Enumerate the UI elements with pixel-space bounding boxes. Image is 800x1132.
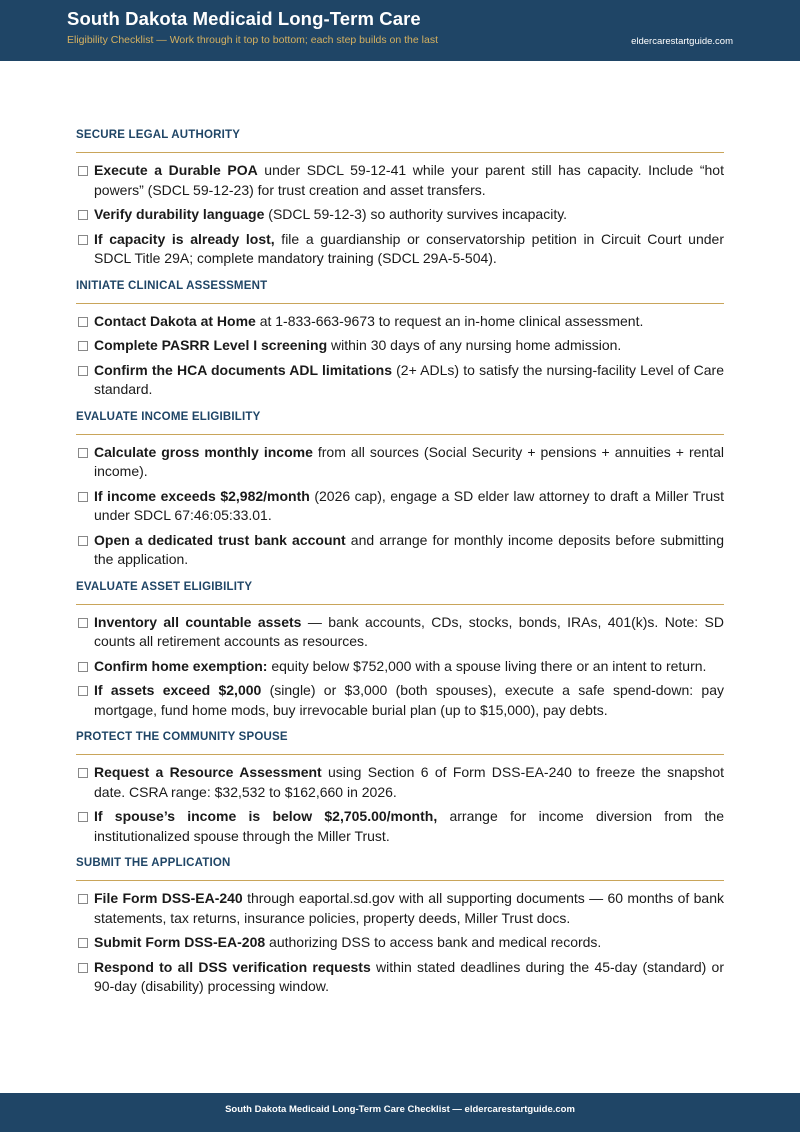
item-text: equity below $752,000 with a spouse living there or an intent to return. bbox=[267, 657, 707, 674]
item-bold-text: Respond to all DSS verification requests bbox=[94, 958, 371, 975]
checkbox[interactable] bbox=[78, 662, 88, 672]
section-income-eligibility bbox=[76, 408, 724, 570]
checklist-content bbox=[76, 126, 724, 1005]
section-title: EVALUATE ASSET ELIGIBILITY bbox=[76, 578, 724, 605]
item-text: file a guardianship or conservatorship petition in Circuit Court under SDCL Title 29A; complete mandatory training (SDCL 29A-5-504). bbox=[94, 230, 724, 266]
item-text: under SDCL 59-12-41 while your parent still has capacity. Include “hot powers” (SDCL 59-12-23) for trust creation and asset transfers. bbox=[94, 162, 724, 198]
checklist-item bbox=[76, 161, 724, 200]
item-text: from all sources (Social Security + pensions + annuities + rental income). bbox=[94, 443, 724, 479]
checkbox[interactable] bbox=[78, 166, 88, 176]
section-title: EVALUATE INCOME ELIGIBILITY bbox=[76, 408, 724, 435]
item-text: (2+ ADLs) to satisfy the nursing-facility Level of Care standard. bbox=[94, 361, 724, 397]
checklist-item bbox=[76, 807, 724, 846]
checklist-item bbox=[76, 336, 724, 356]
checkbox[interactable] bbox=[78, 448, 88, 458]
checkbox[interactable] bbox=[78, 235, 88, 245]
item-text: at 1-833-663-9673 to request an in-home clinical assessment. bbox=[255, 312, 644, 329]
item-text: within 30 days of any nursing home admission. bbox=[327, 337, 622, 353]
item-bold-text: File Form DSS-EA-240 bbox=[94, 890, 243, 906]
section-submit-application bbox=[76, 854, 724, 997]
checkbox[interactable] bbox=[78, 963, 88, 973]
item-bold-text: If capacity is already lost, bbox=[94, 230, 275, 247]
item-bold-text: Confirm the HCA documents ADL limitations bbox=[94, 361, 392, 378]
checkbox[interactable] bbox=[78, 812, 88, 822]
checkbox[interactable] bbox=[78, 341, 88, 351]
item-text: authorizing DSS to access bank and medical records. bbox=[265, 934, 602, 950]
section-community-spouse bbox=[76, 728, 724, 846]
checkbox[interactable] bbox=[78, 686, 88, 696]
checkbox[interactable] bbox=[78, 618, 88, 628]
checkbox[interactable] bbox=[78, 492, 88, 502]
item-text: arrange for income diversion from the institutionalized spouse through the Miller Trust. bbox=[94, 808, 724, 844]
checkbox[interactable] bbox=[78, 938, 88, 948]
checklist-item bbox=[76, 361, 724, 400]
checkbox[interactable] bbox=[78, 317, 88, 327]
checklist-item bbox=[76, 889, 724, 928]
item-bold-text: Contact Dakota at Home bbox=[94, 312, 256, 329]
item-text: (2026 cap), engage a SD elder law attorney to draft a Miller Trust under SDCL 67:46:05:33.01. bbox=[94, 487, 724, 523]
item-bold-text: If income exceeds $2,982/month bbox=[94, 487, 310, 504]
section-clinical-assessment bbox=[76, 277, 724, 400]
checklist-item bbox=[76, 205, 724, 225]
item-bold-text: Calculate gross monthly income bbox=[94, 443, 313, 460]
section-title: INITIATE CLINICAL ASSESSMENT bbox=[76, 277, 724, 304]
page-header bbox=[0, 0, 800, 61]
item-bold-text: Inventory all countable assets bbox=[94, 613, 302, 630]
checklist-item bbox=[76, 681, 724, 720]
page-footer: South Dakota Medicaid Long-Term Care Checklist — eldercarestartguide.com bbox=[0, 1093, 800, 1132]
checkbox[interactable] bbox=[78, 366, 88, 376]
checklist-item bbox=[76, 531, 724, 570]
checkbox[interactable] bbox=[78, 894, 88, 904]
checkbox[interactable] bbox=[78, 768, 88, 778]
item-bold-text: If assets exceed $2,000 bbox=[94, 682, 262, 698]
item-bold-text: Complete PASRR Level I screening bbox=[94, 337, 328, 353]
section-legal-authority bbox=[76, 126, 724, 269]
item-bold-text: Submit Form DSS-EA-208 bbox=[94, 934, 266, 950]
section-asset-eligibility bbox=[76, 578, 724, 721]
checklist-item bbox=[76, 933, 724, 953]
item-bold-text: Verify durability language bbox=[94, 206, 265, 222]
header-site-link[interactable]: eldercarestartguide.com bbox=[631, 36, 733, 47]
item-text: (single) or $3,000 (both spouses), execute a safe spend-down: pay mortgage, fund home mods, buy irrevocable burial plan (up to $15,000), pay debts. bbox=[94, 682, 724, 718]
item-bold-text: If spouse’s income is below $2,705.00/month, bbox=[94, 808, 438, 824]
checklist-item bbox=[76, 763, 724, 802]
item-bold-text: Confirm home exemption: bbox=[94, 657, 268, 674]
checklist-item bbox=[76, 487, 724, 526]
item-bold-text: Request a Resource Assessment bbox=[94, 764, 322, 780]
item-bold-text: Execute a Durable POA bbox=[94, 162, 258, 178]
checklist-item bbox=[76, 958, 724, 997]
checklist-item bbox=[76, 613, 724, 652]
checkbox[interactable] bbox=[78, 536, 88, 546]
checklist-item bbox=[76, 312, 724, 332]
checkbox[interactable] bbox=[78, 210, 88, 220]
section-title: SECURE LEGAL AUTHORITY bbox=[76, 126, 724, 153]
item-bold-text: Open a dedicated trust bank account bbox=[94, 531, 346, 548]
item-text: within stated deadlines during the 45-day (standard) or 90-day (disability) processing window. bbox=[94, 958, 724, 994]
item-text: through eaportal.sd.gov with all supporting documents — 60 months of bank statements, tax returns, insurance policies, property deeds, Miller Trust docs. bbox=[94, 890, 724, 926]
page-subtitle: Eligibility Checklist — Work through it top to bottom; each step builds on the last bbox=[67, 34, 438, 46]
item-text: using Section 6 of Form DSS-EA-240 to freeze the snapshot date. CSRA range: $32,532 to $162,660 in 2026. bbox=[94, 764, 724, 800]
item-text: — bank accounts, CDs, stocks, bonds, IRAs, 401(k)s. Note: SD counts all retirement accounts as resources. bbox=[94, 613, 724, 649]
checklist-item bbox=[76, 657, 724, 677]
item-text: (SDCL 59-12-3) so authority survives incapacity. bbox=[264, 206, 568, 222]
item-text: and arrange for monthly income deposits before submitting the application. bbox=[94, 531, 724, 567]
section-title: SUBMIT THE APPLICATION bbox=[76, 854, 724, 881]
checklist-item bbox=[76, 443, 724, 482]
checklist-item bbox=[76, 230, 724, 269]
section-title: PROTECT THE COMMUNITY SPOUSE bbox=[76, 728, 724, 755]
page-title: South Dakota Medicaid Long-Term Care bbox=[67, 8, 421, 29]
